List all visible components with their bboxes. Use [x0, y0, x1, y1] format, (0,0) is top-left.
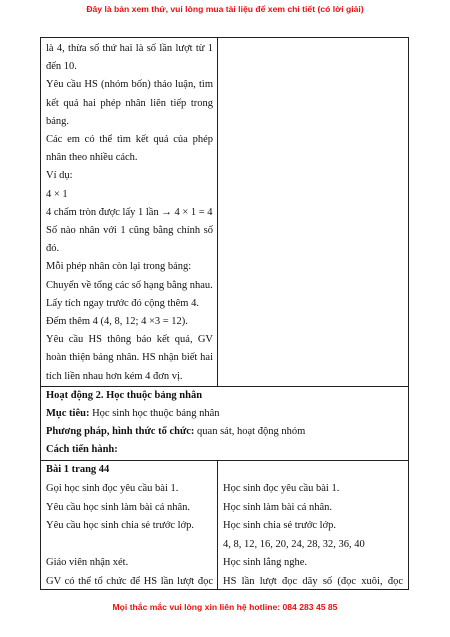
column-divider-lower [217, 461, 218, 589]
text-line: Đếm thêm 4 (4, 8, 12; 4 ×3 = 12). [46, 316, 188, 327]
text-line: Gọi học sinh đọc yêu cầu bài 1. [46, 483, 179, 494]
text-line: nhân theo nhiều cách. [46, 152, 138, 164]
text-line: 4 × 1 [46, 188, 68, 200]
activity-steps-label: Cách tiến hành: [46, 444, 118, 455]
text-line: Số nào nhân với 1 cũng bằng chính số [46, 225, 213, 236]
text-line: là 4, thừa số thứ hai là số lần lượt từ 1 [46, 43, 213, 54]
text-line: đó. [46, 243, 60, 255]
text-line: Các em có thể tìm kết quả của phép [46, 134, 213, 145]
row-divider-1 [40, 386, 409, 387]
text-line: HS lần lượt đọc dãy số (đọc xuôi, đọc [223, 575, 403, 587]
text-line: Chuyển về tổng các số hạng bằng nhau. [46, 279, 213, 291]
text-line: 4, 8, 12, 16, 20, 24, 28, 32, 36, 40 [223, 538, 365, 550]
text-line: Học sinh chia sẻ trước lớp. [223, 520, 337, 531]
preview-banner: Đây là bản xem thử, vui lòng mua tài liệu để xem chi tiết (có lời giải) [86, 4, 364, 14]
text-line: Yêu cầu học sinh chia sẻ trước lớp. [46, 520, 194, 531]
activity-method: Phương pháp, hình thức tổ chức: quan sát, hoạt động nhóm [46, 426, 306, 437]
text-line: Yêu cầu học sinh làm bài cá nhân. [46, 501, 191, 513]
text-line: hoàn thiện bảng nhân. HS nhận biết hai [46, 352, 213, 364]
text-line: GV có thể tổ chức để HS lần lượt đọc [46, 575, 213, 587]
text-line: Học sinh lắng nghe. [223, 557, 307, 568]
text-line: tích liền nhau hơn kém 4 đơn vị. [46, 370, 183, 382]
text-line: Ví dụ: [46, 170, 73, 182]
column-divider-upper [217, 38, 218, 387]
text-line: Lấy tích ngay trước đó cộng thêm 4. [46, 297, 199, 309]
exercise-title: Bài 1 trang 44 [46, 464, 110, 475]
text-line: Yêu cầu HS thông báo kết quả, GV [46, 334, 213, 346]
text-line: kết quả hai phép nhân liên tiếp trong [46, 97, 213, 109]
text-line: Giáo viên nhận xét. [46, 557, 129, 568]
activity-title: Hoạt động 2. Học thuộc bảng nhân [46, 390, 203, 401]
activity-goal: Mục tiêu: Học sinh học thuộc bảng nhân [46, 408, 220, 419]
text-line: 4 chấm tròn được lấy 1 lần → 4 × 1 = 4 [46, 206, 213, 218]
row-divider-2 [40, 460, 409, 461]
text-line: Mỗi phép nhân còn lại trong bảng: [46, 261, 192, 273]
text-line: đến 10. [46, 61, 77, 73]
text-line: Học sinh đọc yêu cầu bài 1. [223, 483, 340, 494]
text-line: Học sinh làm bài cá nhân. [223, 501, 333, 513]
text-line: Yêu cầu HS (nhóm bốn) thảo luận, tìm [46, 79, 213, 91]
text-line: bảng. [46, 115, 70, 127]
hotline-banner: Mọi thắc mắc vui lòng xin liên hệ hotline: 084 283 45 85 [112, 602, 338, 612]
